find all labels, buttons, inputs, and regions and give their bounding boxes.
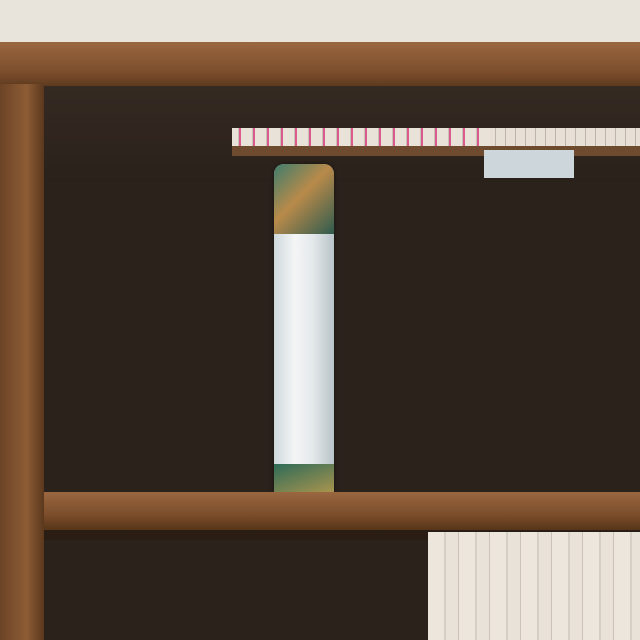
left-upright <box>0 84 44 640</box>
distant-shelf-books <box>232 128 490 146</box>
top-books-row <box>0 0 640 42</box>
poster-tube <box>274 164 334 524</box>
top-shelf-board <box>0 42 640 86</box>
middle-shelf-board <box>44 492 640 530</box>
distant-box <box>484 150 574 178</box>
bottom-right-books <box>428 532 640 640</box>
distant-shelf-board <box>232 146 640 156</box>
distant-shelf-books-right <box>490 128 640 146</box>
